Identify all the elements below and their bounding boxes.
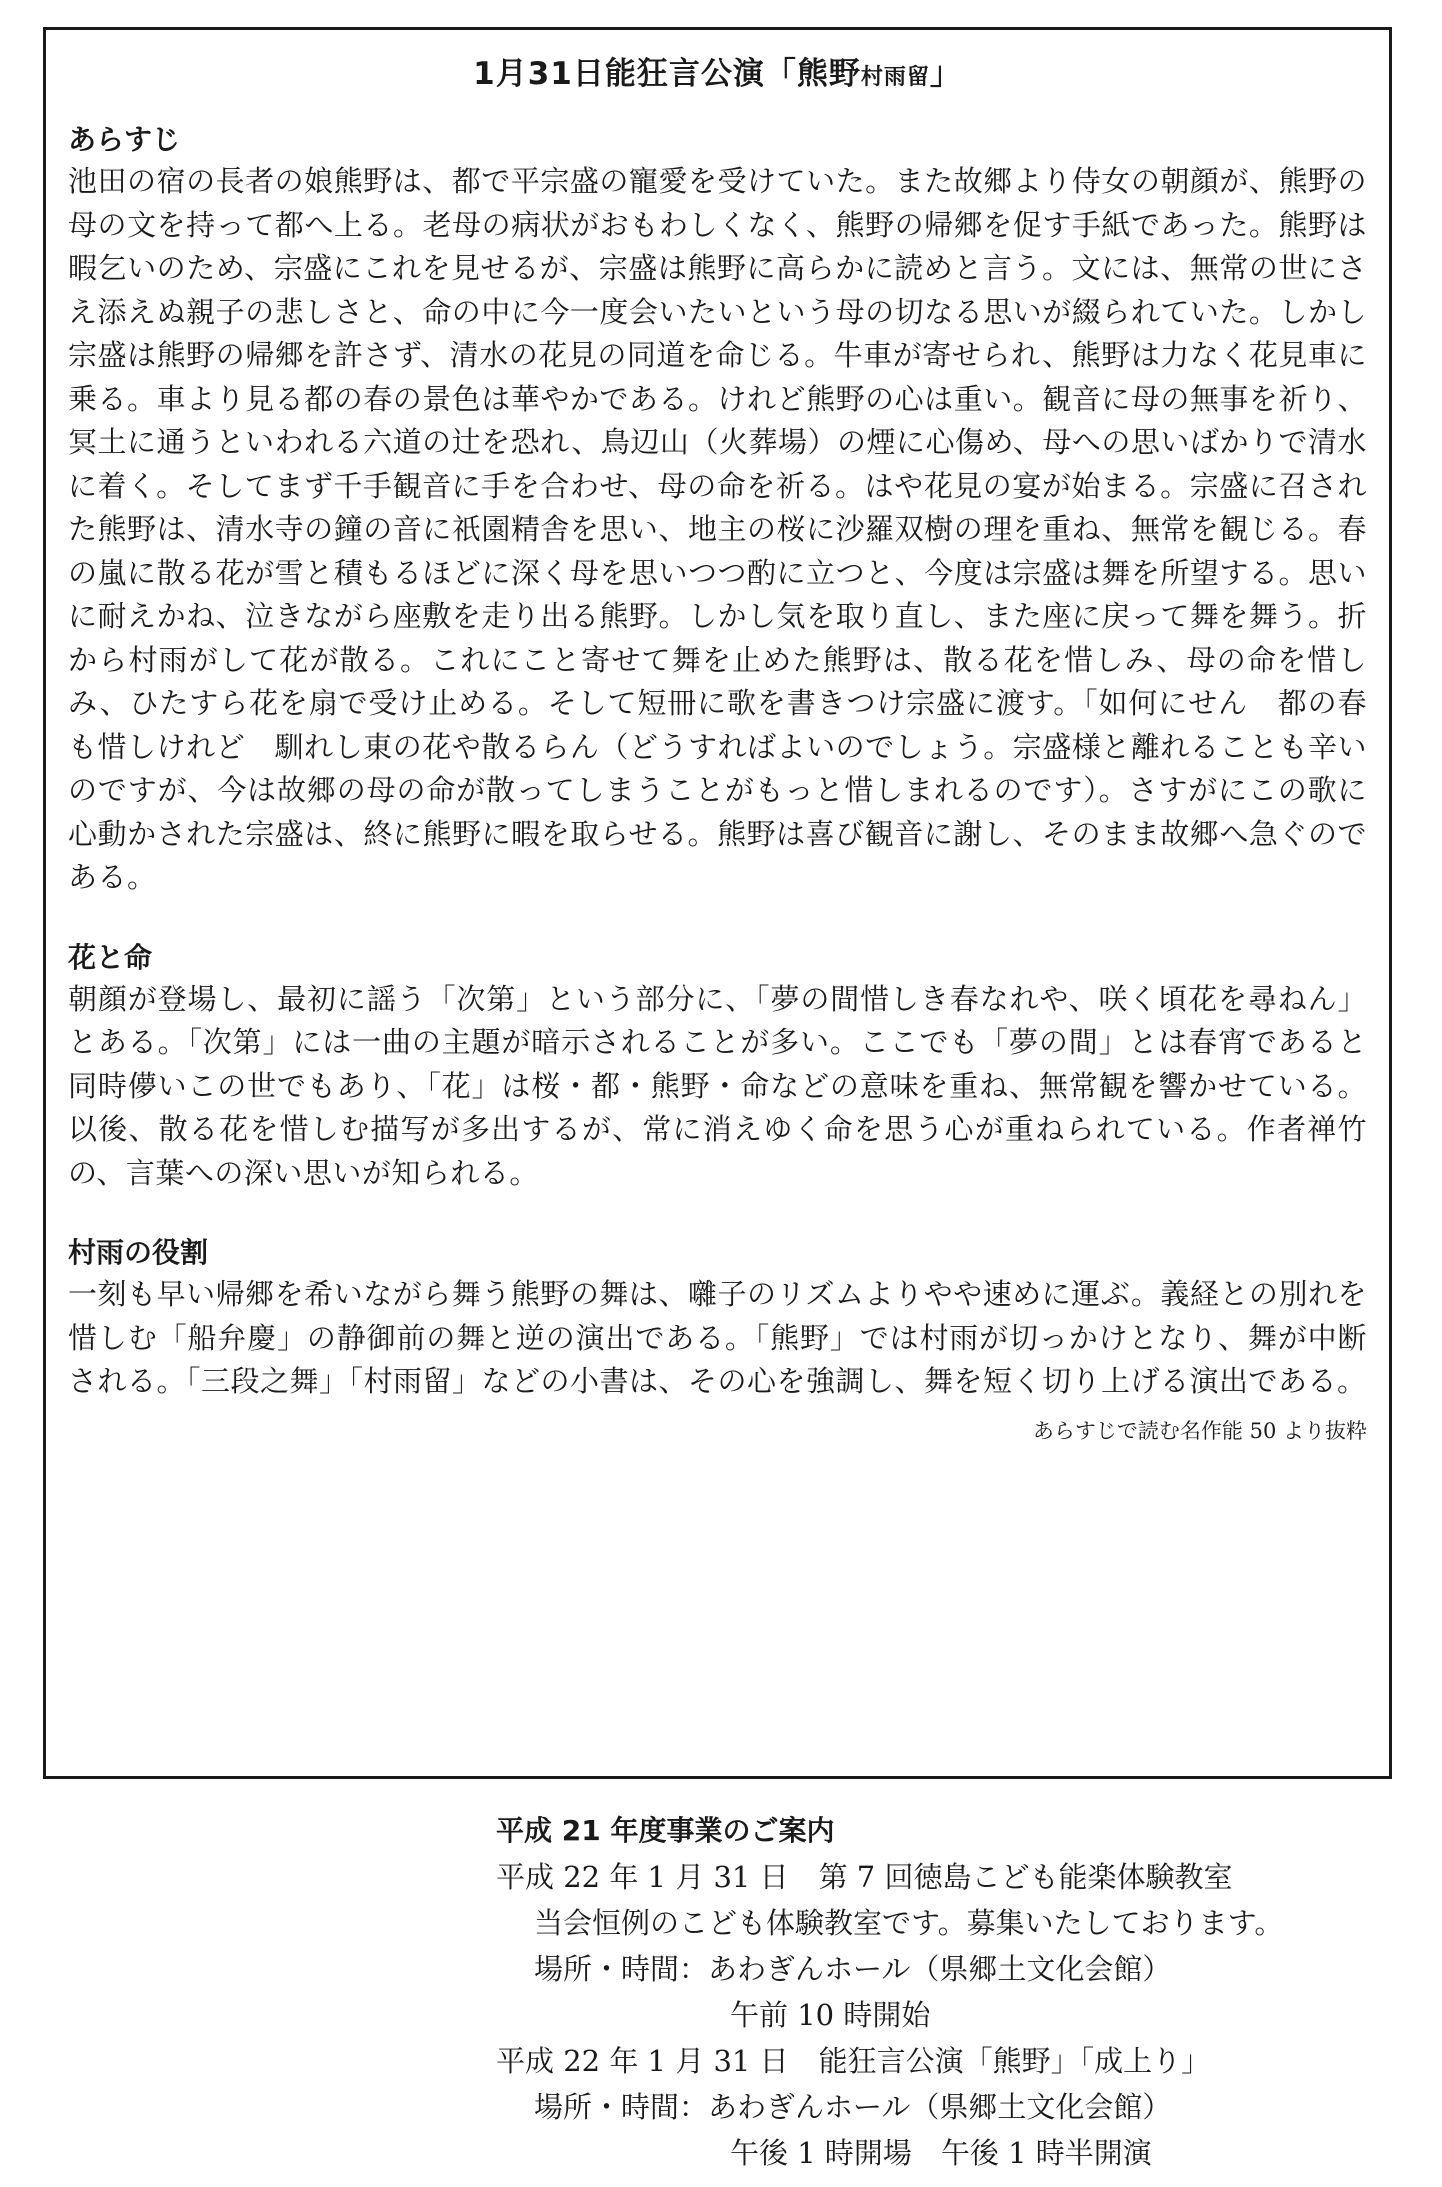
event-info [496, 1808, 1396, 2176]
event2-header [496, 2038, 1396, 2084]
event1-header [496, 1854, 1396, 1900]
page-title [68, 54, 1367, 98]
event2-date: 平成 22 年 1 月 31 日 [496, 2044, 789, 2078]
section-heading: 村雨の役割 [68, 1236, 209, 1269]
title-subtitle: 村雨留 [860, 65, 930, 90]
info-title: 平成 21 年度事業のご案内 [496, 1814, 835, 1847]
synopsis-frame [43, 27, 1392, 1779]
event2-name: 能狂言公演「熊野」「成上り」 [818, 2044, 1211, 2078]
section-synopsis [68, 120, 1367, 900]
section-body: 一刻も早い帰郷を希いながら舞う熊野の舞は、囃子のリズムよりやや速めに運ぶ。義経との別れを惜しむ「船弁慶」の静御前の舞と逆の演出である。「熊野」では村雨が切っかけとなり、舞が中断される。「三段之舞」「村雨留」などの小書は、その心を強調し、舞を短く切り上げる演出である。 [68, 1277, 1367, 1398]
section-body: 池田の宿の長者の娘熊野は、都で平宗盛の寵愛を受けていた。また故郷より侍女の朝顔が、熊野の母の文を持って都へ上る。老母の病状がおもわしくなく、熊野の帰郷を促す手紙であった。熊野は暇乞いのため、宗盛にこれを見せるが、宗盛は熊野に高らかに読めと言う。文には、無常の世にさえ添えぬ親子の悲しさと、命の中に今一度会いたいという母の切なる思いが綴られていた。しかし宗盛は熊野の帰郷を許さず、清水の花見の同道を命じる。牛車が寄せられ、熊野は力なく花見車に乗る。車より見る都の春の景色は華やかである。けれど熊野の心は重い。観音に母の無事を祈り、冥土に通うといわれる六道の辻を恐れ、鳥辺山（火葬場）の煙に心傷め、母への思いばかりで清水に着く。そしてまず千手観音に手を合わせ、母の命を祈る。はや花見の宴が始まる。宗盛に召された熊野は、清水寺の鐘の音に祇園精舎を思い、地主の桜に沙羅双樹の理を重ね、無常を観じる。春の嵐に散る花が雪と積もるほどに深く母を思いつつ酌に立つと、今度は宗盛は舞を所望する。思いに耐えかね、泣きながら座敷を走り出る熊野。しかし気を取り直し、また座に戻って舞を舞う。折から村雨がして花が散る。これにこと寄せて舞を止めた熊野は、散る花を惜しみ、母の命を惜しみ、ひたすら花を扇で受け止める。そして短冊に歌を書きつけ宗盛に渡す。「如何にせん 都の春も惜しけれど 馴れし東の花や散るらん（どうすればよいのでしょう。宗盛様と離れることも辛いのですが、今は故郷の母の命が散ってしまうことがもっと惜しまれるのです）。さすがにこの歌に心動かされた宗盛は、終に熊野に暇を取らせる。熊野は喜び観音に謝し、そのまま故郷へ急ぐのである。 [68, 164, 1367, 894]
event2-place: 場所・時間：あわぎんホール（県郷土文化会館） [534, 2090, 1172, 2124]
event2-time: 午後 1 時開場 午後 1 時半開演 [730, 2136, 1152, 2170]
section-body: 朝顔が登場し、最初に謡う「次第」という部分に、「夢の間惜しき春なれや、咲く頃花を尋ねん」とある。「次第」には一曲の主題が暗示されることが多い。ここでも「夢の間」とは春宵であると同時儚いこの世でもあり、「花」は桜・都・熊野・命などの意味を重ね、無常観を響かせている。以後、散る花を惜しむ描写が多出するが、常に消えゆく命を思う心が重ねられている。作者禅竹の、言葉への深い思いが知られる。 [68, 981, 1367, 1190]
title-close: 」 [929, 56, 962, 92]
event1-name: 第 7 回徳島こども能楽体験教室 [818, 1860, 1233, 1894]
event1-date: 平成 22 年 1 月 31 日 [496, 1860, 789, 1894]
section-murasame [68, 1233, 1367, 1404]
section-heading: あらすじ [68, 123, 181, 156]
section-heading: 花と命 [68, 940, 153, 974]
source-credit: あらすじで読む名作能 50 より抜粋 [1032, 1418, 1367, 1443]
title-main: 1月31日能狂言公演「熊野 [473, 56, 861, 92]
section-flower-life [68, 938, 1367, 1196]
event1-place: 場所・時間：あわぎんホール（県郷土文化会館） [534, 1952, 1172, 1986]
event1-time: 午前 10 時開始 [730, 1998, 931, 2032]
event1-desc: 当会恒例のこども体験教室です。募集いたしております。 [534, 1906, 1284, 1940]
